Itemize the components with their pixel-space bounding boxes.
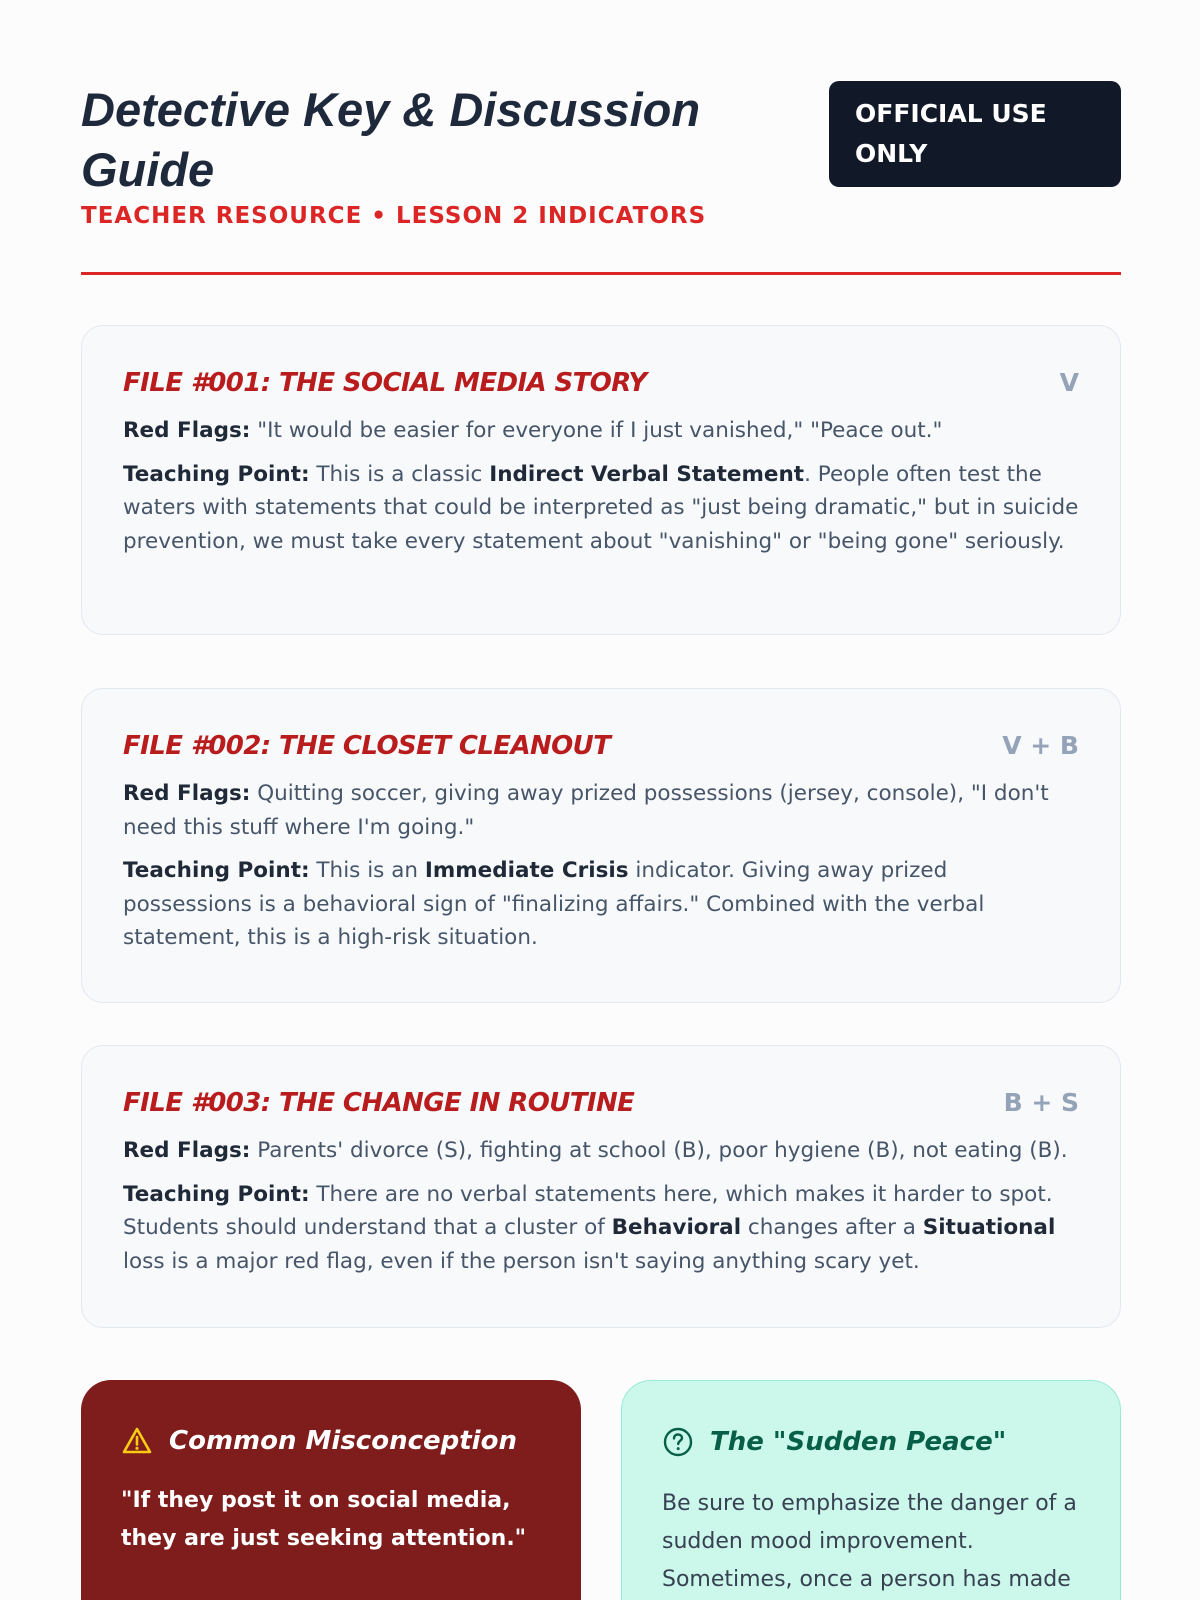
sudden-peace-title: The "Sudden Peace"	[710, 1427, 1007, 1457]
teaching-point-text-part: changes after a	[741, 1215, 923, 1240]
teaching-point-emphasis: Immediate Crisis	[424, 858, 629, 883]
teaching-point-label: Teaching Point:	[123, 858, 310, 883]
header-divider	[81, 272, 1121, 275]
teaching-point-label: Teaching Point:	[123, 1181, 310, 1207]
sudden-peace-box	[621, 1380, 1121, 1600]
red-flags-text	[123, 1134, 1079, 1168]
teaching-point-text-part: loss is a major red flag, even if the person isn't saying anything scary yet.	[123, 1248, 920, 1274]
red-flags-text	[123, 777, 1079, 844]
teaching-point-emphasis: Situational	[922, 1215, 1056, 1240]
warning-icon	[121, 1425, 153, 1457]
misconception-header	[121, 1420, 541, 1462]
case-file-header	[123, 1088, 1079, 1126]
sudden-peace-header	[662, 1421, 1080, 1463]
teaching-point-text	[123, 1178, 1079, 1279]
teaching-point-text-part: . People often test the waters with statements that could be interpreted as "just being dramatic," but in suicide prevention, we must take every statement about "vanishing" or "being gone" seriously.	[123, 461, 1079, 554]
red-flags-value: "It would be easier for everyone if I just vanished," "Peace out."	[250, 418, 943, 443]
case-file-card-002	[81, 688, 1121, 1003]
teaching-point-emphasis: Behavioral	[611, 1215, 742, 1240]
indicator-tag: B + S	[1003, 1088, 1079, 1117]
red-flags-value: Parents' divorce (S), fighting at school (B), poor hygiene (B), not eating (B).	[250, 1138, 1068, 1163]
case-file-card-003	[81, 1045, 1121, 1328]
official-use-badge: OFFICIAL USE ONLY	[829, 81, 1121, 187]
teaching-point-text-part: indicator. Giving away prized possessions is a behavioral sign of "finalizing affairs." Combined with the verbal statement, this is a high-risk situation.	[123, 858, 985, 950]
case-file-title: FILE #001: THE SOCIAL MEDIA STORY	[123, 368, 647, 398]
teaching-point-text	[123, 854, 1079, 955]
case-file-header	[123, 368, 1079, 406]
red-flags-value: Quitting soccer, giving away prized possessions (jersey, console), "I don't need this stuff where I'm going."	[123, 781, 1049, 840]
indicator-tag: V	[1059, 368, 1079, 397]
page-subtitle: TEACHER RESOURCE • LESSON 2 INDICATORS	[81, 203, 707, 229]
case-file-header	[123, 731, 1079, 769]
misconception-title: Common Misconception	[169, 1426, 517, 1456]
misconception-quote: "If they post it on social media, they are just seeking attention."	[121, 1488, 527, 1551]
teaching-point-text	[123, 458, 1079, 559]
teaching-point-emphasis: Indirect Verbal Statement	[489, 461, 805, 487]
case-file-title: FILE #002: THE CLOSET CLEANOUT	[123, 731, 611, 761]
red-flags-label: Red Flags:	[123, 1138, 251, 1163]
page-title: Detective Key & Discussion Guide	[81, 83, 701, 196]
case-file-card-001	[81, 325, 1121, 635]
red-flags-label: Red Flags:	[123, 418, 251, 443]
misconception-box	[81, 1380, 581, 1600]
teaching-point-text-part: This is an	[309, 858, 425, 883]
indicator-tag: V + B	[1002, 731, 1079, 760]
red-flags-text	[123, 414, 1079, 448]
teaching-point-text-part: This is a classic	[309, 461, 490, 487]
teaching-point-label: Teaching Point:	[123, 461, 310, 487]
teaching-point-text-part: There are no verbal statements here, which makes it harder to spot. Students should understand that a cluster of	[123, 1181, 1053, 1240]
red-flags-label: Red Flags:	[123, 781, 251, 806]
case-file-title: FILE #003: THE CHANGE IN ROUTINE	[123, 1088, 635, 1118]
question-circle-icon	[662, 1426, 694, 1458]
sudden-peace-text: Be sure to emphasize the danger of a sudden mood improvement. Sometimes, once a person has made	[662, 1491, 1077, 1592]
